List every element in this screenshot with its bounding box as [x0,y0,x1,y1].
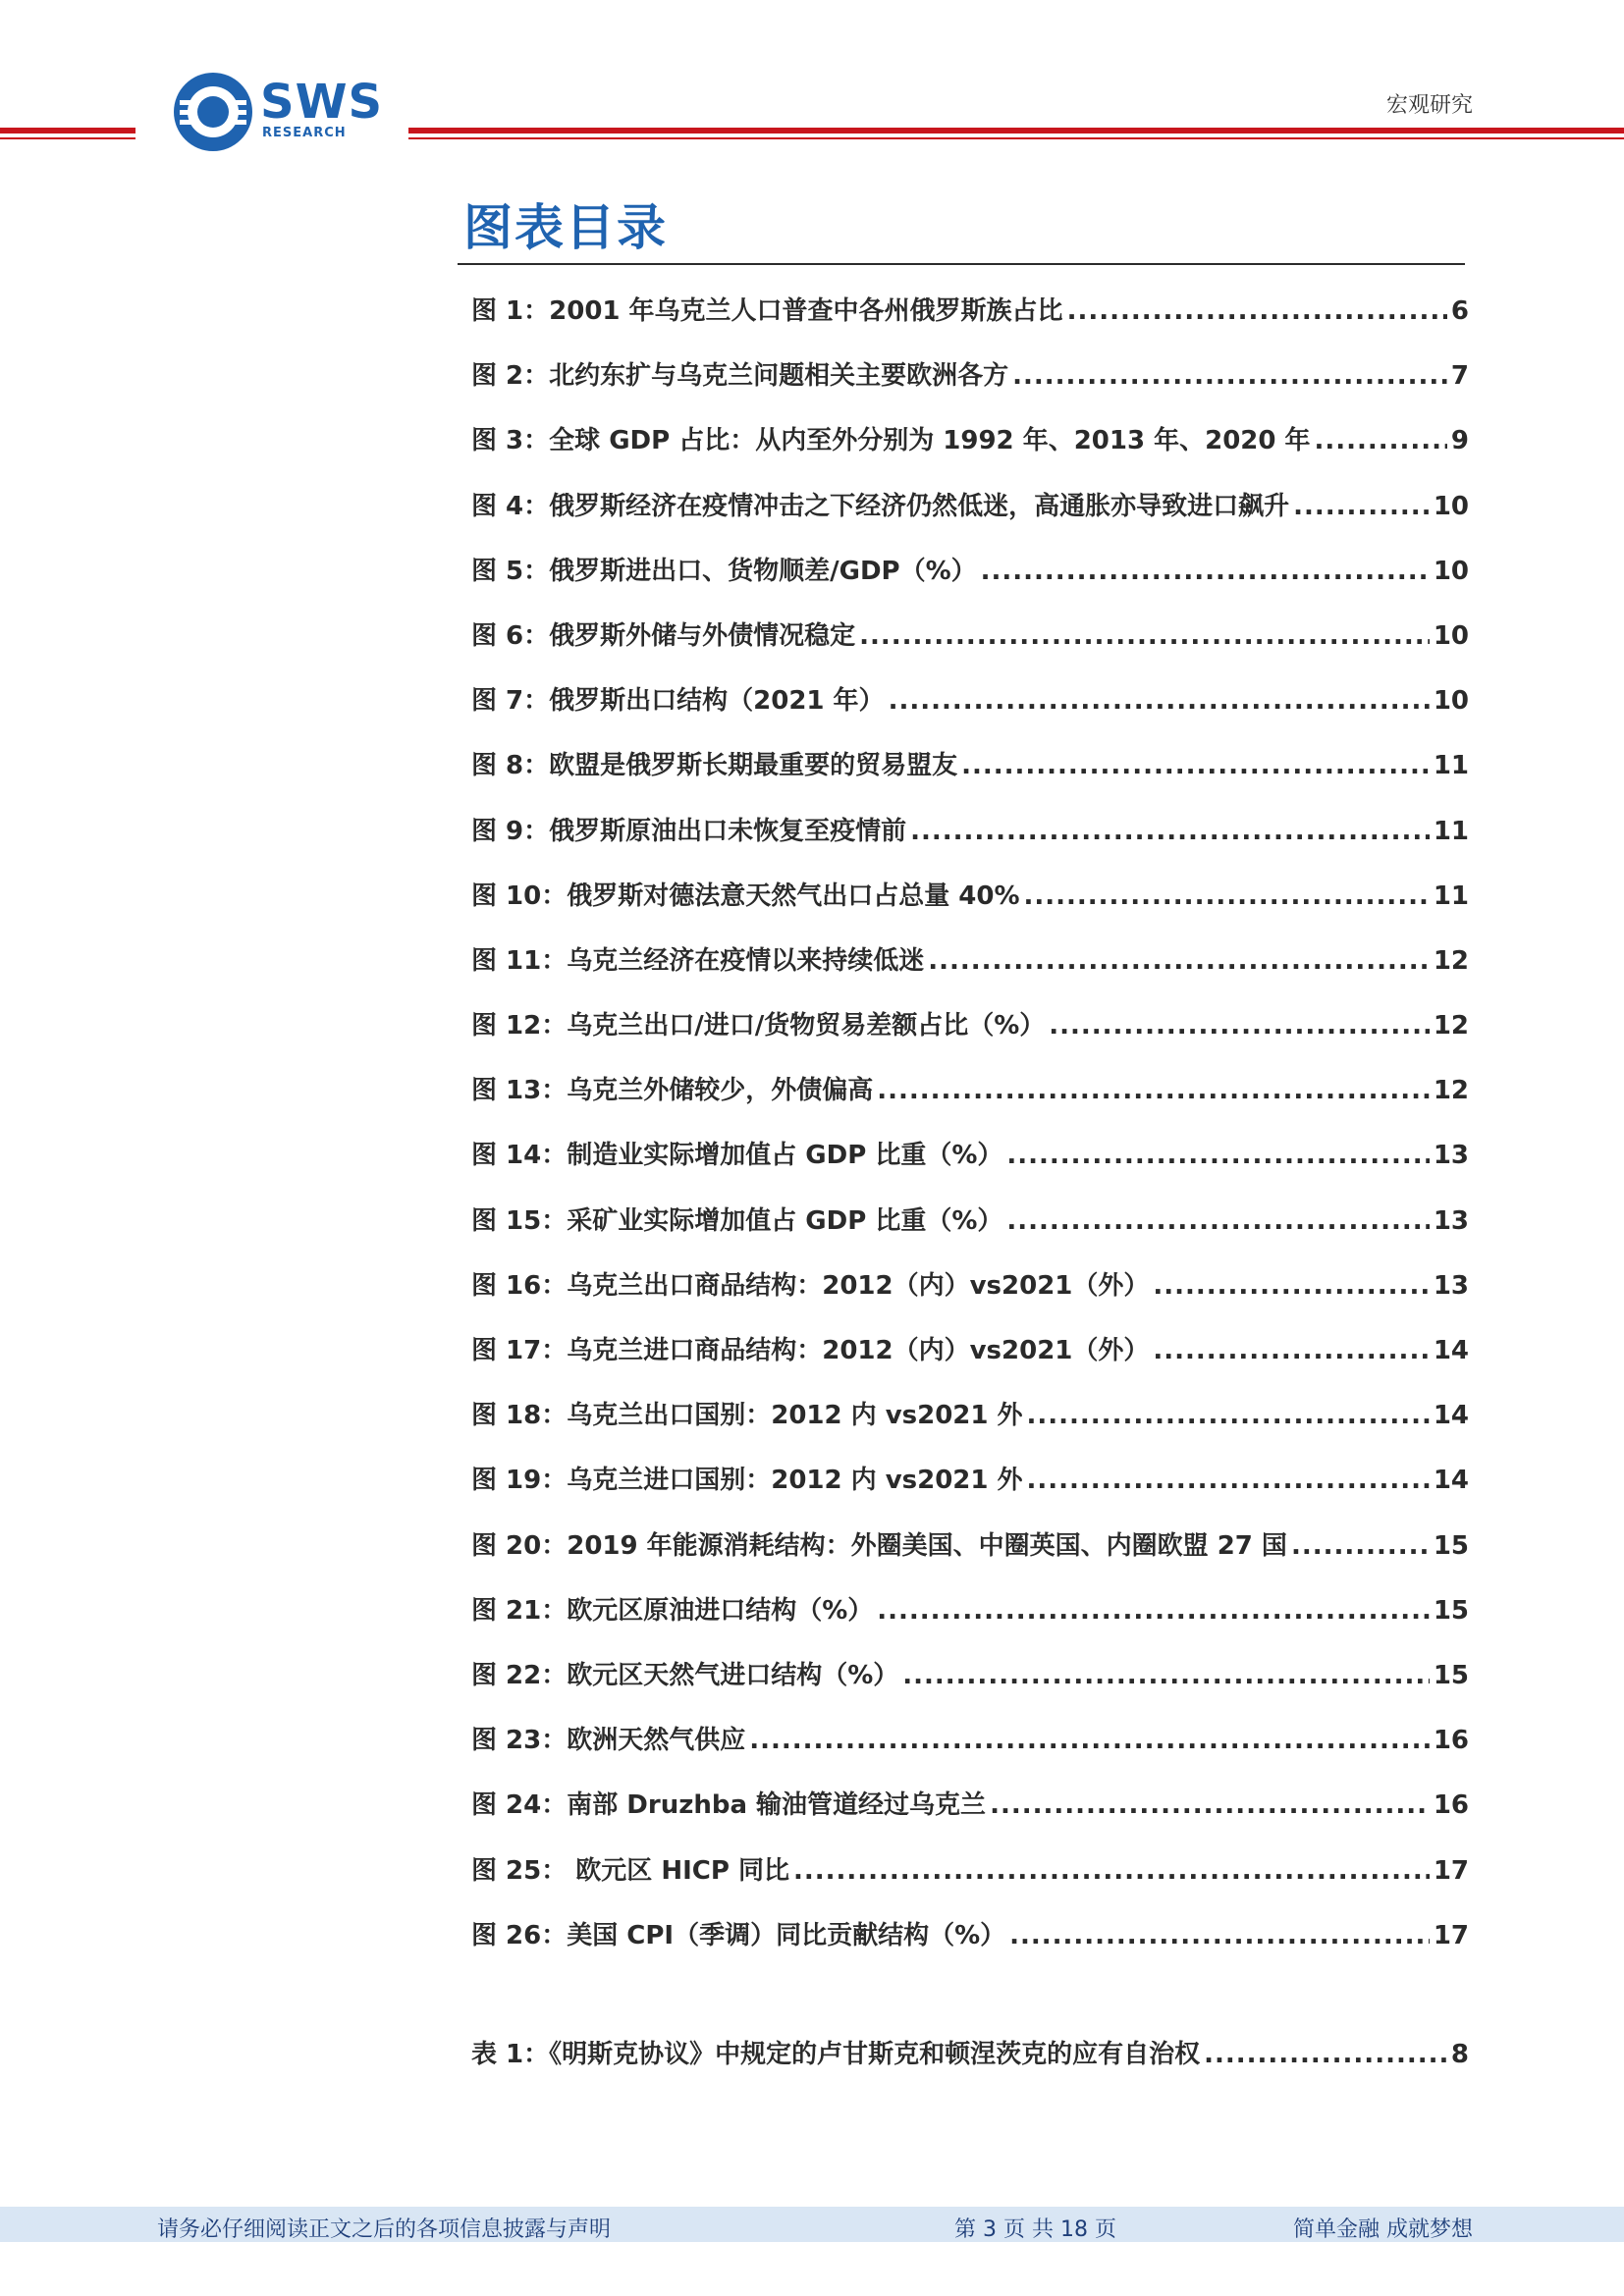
toc-dot-leader [1153,1271,1429,1301]
table-list [471,2034,1469,2099]
toc-entry-label: 图 10：俄罗斯对德法意天然气出口占总量 40% [471,881,1020,911]
toc-entry-page: 11 [1433,751,1469,781]
toc-dot-leader [859,621,1430,651]
toc-entry-page: 10 [1433,491,1469,521]
footer-slogan: 简单金融 成就梦想 [1293,2217,1473,2242]
toc-entry-label: 图 7：俄罗斯出口结构（2021 年） [471,686,885,717]
toc-entry-page: 12 [1433,1011,1469,1041]
sws-logo [172,71,384,153]
toc-entry-label: 图 9：俄罗斯原油出口未恢复至疫情前 [471,816,907,846]
toc-entry-page: 6 [1450,296,1469,326]
toc-entry[interactable] [471,680,1469,745]
header-rule-left [0,128,135,133]
toc-dot-leader [1315,426,1447,455]
toc-entry-label: 图 8：欧盟是俄罗斯长期最重要的贸易盟友 [471,751,958,781]
toc-dot-leader [1024,881,1430,911]
toc-entry[interactable] [471,1395,1469,1460]
toc-entry-label: 图 19：乌克兰进口国别：2012 内 vs2021 外 [471,1466,1023,1496]
toc-entry[interactable] [471,486,1469,551]
toc-dot-leader [1153,1336,1429,1365]
toc-entry-label: 图 1：2001 年乌克兰人口普查中各州俄罗斯族占比 [471,296,1063,326]
toc-entry-page: 17 [1433,1920,1469,1950]
toc-entry-label: 图 16：乌克兰出口商品结构：2012（内）vs2021（外） [471,1270,1150,1301]
toc-entry-label: 图 26：美国 CPI（季调）同比贡献结构（%） [471,1920,1006,1950]
toc-entry-label: 图 15：采矿业实际增加值占 GDP 比重（%） [471,1205,1003,1236]
report-section-label: 宏观研究 [1385,93,1473,118]
header-rule-right-thin [408,137,1624,139]
toc-dot-leader [1293,492,1430,521]
toc-entry[interactable] [471,1460,1469,1524]
toc-entry-page: 7 [1450,361,1469,392]
toc-entry-label: 图 20：2019 年能源消耗结构：外圈美国、中圈英国、内圈欧盟 27 国 [471,1530,1287,1561]
toc-entry-page: 15 [1433,1595,1469,1626]
toc-entry-page: 15 [1433,1660,1469,1690]
toc-entry-label: 图 6：俄罗斯外储与外债情况稳定 [471,620,856,651]
figure-list [471,291,1469,1980]
footer-disclaimer: 请务必仔细阅读正文之后的各项信息披露与声明 [157,2217,612,2242]
toc-dot-leader [928,946,1430,976]
toc-entry-page: 13 [1433,1141,1469,1171]
toc-entry-label: 图 2：北约东扩与乌克兰问题相关主要欧洲各方 [471,361,1009,392]
toc-entry-label: 图 25： 欧元区 HICP 同比 [471,1855,789,1886]
toc-entry[interactable] [471,1201,1469,1265]
toc-dot-leader [961,751,1430,780]
toc-entry-label: 图 24：南部 Druzhba 输油管道经过乌克兰 [471,1790,987,1821]
toc-entry-page: 16 [1433,1790,1469,1821]
toc-entry[interactable] [471,1265,1469,1330]
toc-entry-page: 14 [1433,1466,1469,1496]
sws-logo-mark-icon [172,71,254,153]
toc-entry[interactable] [471,2034,1469,2099]
toc-entry[interactable] [471,745,1469,810]
toc-dot-leader [1009,1921,1430,1950]
toc-entry[interactable] [471,811,1469,876]
header-rule-left-thin [0,137,135,139]
toc-dot-leader [877,1076,1430,1105]
toc-entry-page: 16 [1433,1726,1469,1756]
logo-brand-text: SWS [260,75,384,130]
toc-entry-page: 17 [1433,1855,1469,1886]
toc-dot-leader [1012,361,1447,391]
toc-entry[interactable] [471,1330,1469,1395]
toc-dot-leader [981,557,1430,586]
toc-entry-page: 12 [1433,1076,1469,1106]
toc-entry[interactable] [471,1915,1469,1980]
toc-entry-page: 14 [1433,1401,1469,1431]
toc-dot-leader [877,1596,1430,1626]
toc-title: 图表目录 [463,199,668,256]
toc-entry[interactable] [471,615,1469,680]
toc-dot-leader [793,1856,1430,1886]
toc-dot-leader [990,1790,1430,1820]
toc-entry-label: 图 5：俄罗斯进出口、货物顺差/GDP（%） [471,556,977,586]
toc-entry[interactable] [471,1655,1469,1720]
toc-entry[interactable] [471,291,1469,355]
toc-entry-label: 图 14：制造业实际增加值占 GDP 比重（%） [471,1141,1003,1171]
toc-entry-page: 10 [1433,686,1469,717]
toc-entry-label: 表 1：《明斯克协议》中规定的卢甘斯克和顿涅茨克的应有自治权 [471,2040,1201,2069]
toc-entry-page: 11 [1433,881,1469,911]
toc-entry[interactable] [471,876,1469,940]
toc-entry[interactable] [471,1525,1469,1590]
toc-entry-label: 图 17：乌克兰进口商品结构：2012（内）vs2021（外） [471,1336,1150,1365]
toc-dot-leader [1049,1011,1430,1041]
toc-entry[interactable] [471,1070,1469,1135]
toc-dot-leader [1291,1531,1430,1561]
toc-entry-page: 12 [1433,945,1469,976]
toc-dot-leader [1027,1466,1430,1495]
toc-entry-page: 13 [1433,1205,1469,1236]
toc-dot-leader [902,1661,1430,1690]
toc-entry-page: 14 [1433,1336,1469,1365]
toc-entry[interactable] [471,1135,1469,1200]
toc-dot-leader [1006,1141,1429,1170]
toc-entry-page: 15 [1433,1530,1469,1561]
toc-entry-page: 13 [1433,1270,1469,1301]
toc-entry-label: 图 18：乌克兰出口国别：2012 内 vs2021 外 [471,1401,1023,1431]
toc-entry-page: 8 [1450,2040,1469,2069]
toc-entry-label: 图 13：乌克兰外储较少，外债偏高 [471,1076,874,1106]
toc-entry-label: 图 23：欧洲天然气供应 [471,1726,746,1756]
toc-entry-page: 9 [1450,426,1469,456]
toc-dot-leader [910,817,1430,846]
toc-entry[interactable] [471,1590,1469,1655]
toc-entry[interactable] [471,1720,1469,1785]
toc-entry-label: 图 22：欧元区天然气进口结构（%） [471,1660,899,1690]
toc-entry-label: 图 21：欧元区原油进口结构（%） [471,1595,874,1626]
logo-brand-subtext: RESEARCH [262,126,347,140]
toc-entry-page: 10 [1433,620,1469,651]
toc-entry-page: 10 [1433,556,1469,586]
toc-entry[interactable] [471,1850,1469,1915]
toc-entry[interactable] [471,551,1469,615]
toc-dot-leader [889,686,1430,716]
toc-entry-label: 图 3：全球 GDP 占比：从内至外分别为 1992 年、2013 年、2020 年 [471,426,1311,456]
toc-entry[interactable] [471,940,1469,1005]
toc-entry-label: 图 12：乌克兰出口/进口/货物贸易差额占比（%） [471,1011,1046,1041]
toc-entry[interactable] [471,1785,1469,1849]
toc-entry[interactable] [471,1005,1469,1070]
toc-dot-leader [749,1726,1430,1755]
toc-dot-leader [1067,296,1447,326]
toc-dot-leader [1027,1401,1430,1430]
header-rule-right [408,128,1624,133]
toc-title-divider [458,263,1465,265]
toc-entry-page: 11 [1433,816,1469,846]
toc-entry[interactable] [471,355,1469,420]
toc-entry-label: 图 4：俄罗斯经济在疫情冲击之下经济仍然低迷，高通胀亦导致进口飙升 [471,491,1290,521]
toc-dot-leader [1006,1206,1429,1236]
footer-page-info: 第 3 页 共 18 页 [954,2217,1116,2242]
toc-dot-leader [1204,2040,1447,2069]
toc-entry-label: 图 11：乌克兰经济在疫情以来持续低迷 [471,945,925,976]
toc-entry[interactable] [471,420,1469,485]
